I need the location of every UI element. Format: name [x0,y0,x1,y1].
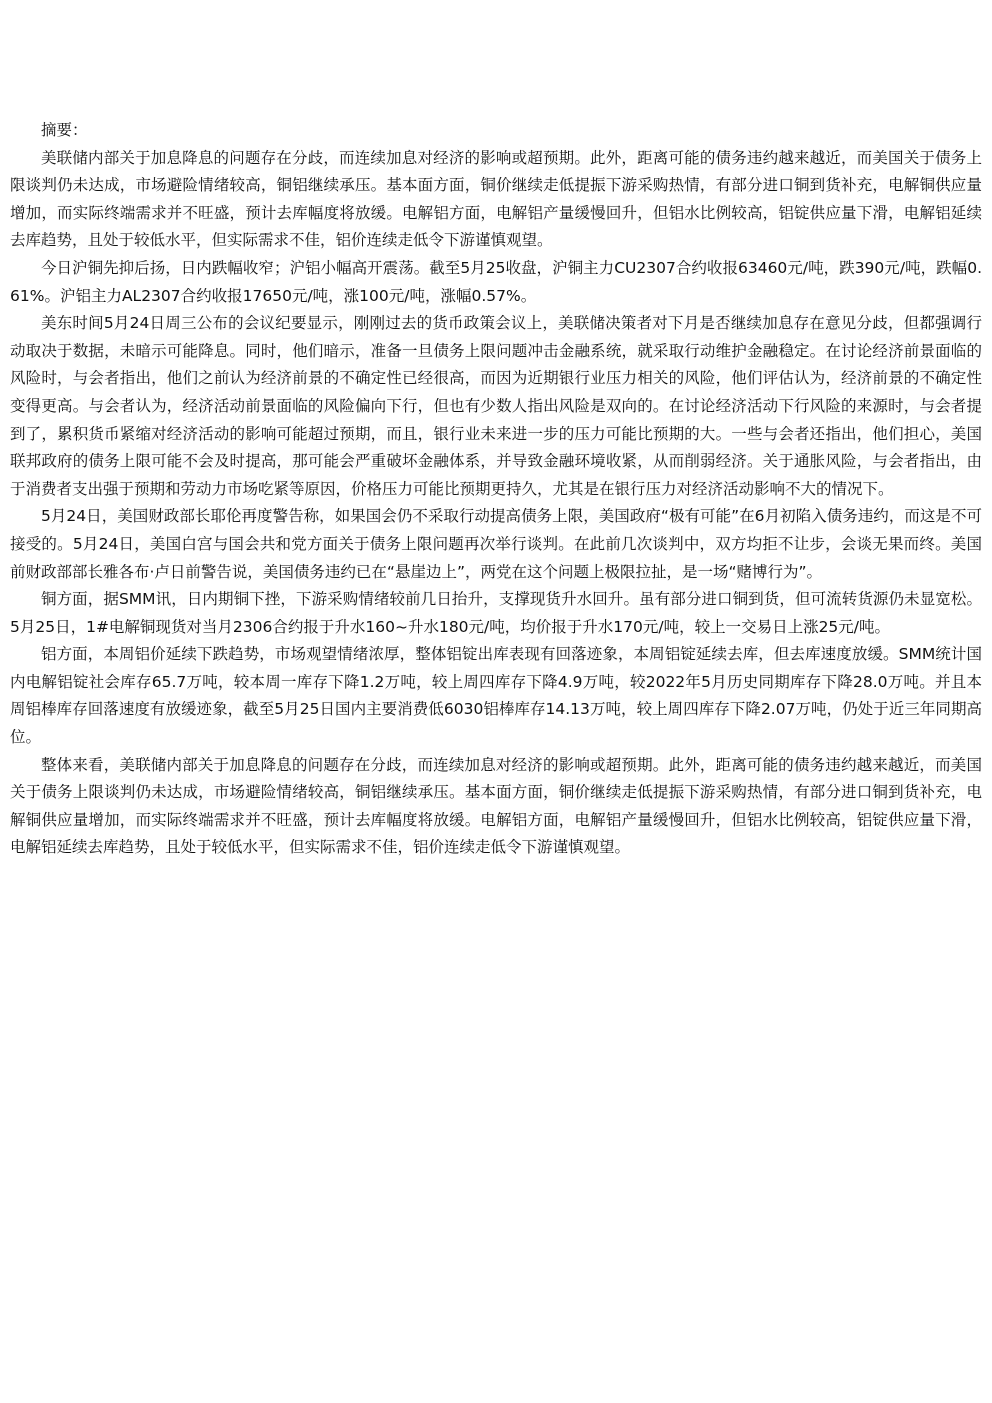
document-body [10,117,982,862]
paragraph-market-close: 今日沪铜先抑后扬，日内跌幅收窄；沪铝小幅高开震荡。截至5月25收盘，沪铜主力CU2307合约收报63460元/吨，跌390元/吨，跌幅0.61%。沪铝主力AL2307合约收报17650元/吨，涨100元/吨，涨幅0.57%。 [10,258,982,305]
summary-heading: 摘要： [41,121,88,139]
paragraph-debt-ceiling: 5月24日，美国财政部长耶伦再度警告称，如果国会仍不采取行动提高债务上限，美国政府“极有可能”在6月初陷入债务违约，而这是不可接受的。5月24日，美国白宫与国会共和党方面关于债务上限问题再次举行谈判。在此前几次谈判中，双方均拒不让步，会谈无果而终。美国前财政部部长雅各布·卢日前警告说，美国债务违约已在“悬崖边上”，两党在这个问题上极限拉扯，是一场“赌博行为”。 [10,507,982,581]
paragraph-fed-minutes: 美东时间5月24日周三公布的会议纪要显示，刚刚过去的货币政策会议上，美联储决策者对下月是否继续加息存在意见分歧，但都强调行动取决于数据，未暗示可能降息。同时，他们暗示，准备一旦债务上限问题冲击金融系统，就采取行动维护金融稳定。在讨论经济前景面临的风险时，与会者指出，他们之前认为经济前景的不确定性已经很高，而因为近期银行业压力相关的风险，他们评估认为，经济前景的不确定性变得更高。与会者认为，经济活动前景面临的风险偏向下行，但也有少数人指出风险是双向的。在讨论经济活动下行风险的来源时，与会者提到了，累积货币紧缩对经济活动的影响可能超过预期，而且，银行业未来进一步的压力可能比预期的大。一些与会者还指出，他们担心，美国联邦政府的债务上限可能不会及时提高，那可能会严重破坏金融体系，并导致金融环境收紧，从而削弱经济。关于通胀风险，与会者指出，由于消费者支出强于预期和劳动力市场吃紧等原因，价格压力可能比预期更持久，尤其是在银行压力对经济活动影响不大的情况下。 [10,314,982,498]
paragraph-conclusion: 整体来看，美联储内部关于加息降息的问题存在分歧，而连续加息对经济的影响或超预期。此外，距离可能的债务违约越来越近，而美国关于债务上限谈判仍未达成，市场避险情绪较高，铜铝继续承压。基本面方面，铜价继续走低提振下游采购热情，有部分进口铜到货补充，电解铜供应量增加，而实际终端需求并不旺盛，预计去库幅度将放缓。电解铝方面，电解铝产量缓慢回升，但铝水比例较高，铝锭供应量下滑，电解铝延续去库趋势，且处于较低水平，但实际需求不佳，铝价连续走低令下游谨慎观望。 [10,755,982,857]
paragraph-copper: 铜方面，据SMM讯，日内期铜下挫，下游采购情绪较前几日抬升，支撑现货升水回升。虽有部分进口铜到货，但可流转货源仍未显宽松。5月25日，1#电解铜现货对当月2306合约报于升水160~升水180元/吨，均价报于升水170元/吨，较上一交易日上涨25元/吨。 [10,590,982,636]
paragraph-aluminum: 铝方面，本周铝价延续下跌趋势，市场观望情绪浓厚，整体铝锭出库表现有回落迹象，本周铝锭延续去库，但去库速度放缓。SMM统计国内电解铝锭社会库存65.7万吨，较本周一库存下降1.2万吨，较上周四库存下降4.9万吨，较2022年5月历史同期库存下降28.0万吨。并且本周铝棒库存回落速度有放缓迹象，截至5月25日国内主要消费低6030铝棒库存14.13万吨，较上周四库存下降2.07万吨，仍处于近三年同期高位。 [10,645,982,747]
paragraph-summary: 美联储内部关于加息降息的问题存在分歧，而连续加息对经济的影响或超预期。此外，距离可能的债务违约越来越近，而美国关于债务上限谈判仍未达成，市场避险情绪较高，铜铝继续承压。基本面方面，铜价继续走低提振下游采购热情，有部分进口铜到货补充，电解铜供应量增加，而实际终端需求并不旺盛，预计去库幅度将放缓。电解铝方面，电解铝产量缓慢回升，但铝水比例较高，铝锭供应量下滑，电解铝延续去库趋势，且处于较低水平，但实际需求不佳，铝价连续走低令下游谨慎观望。 [10,148,982,250]
